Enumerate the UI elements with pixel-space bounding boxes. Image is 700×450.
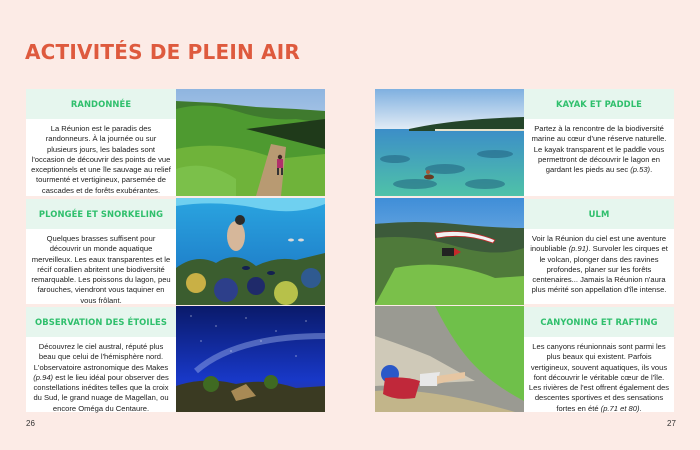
- activity-heading: CANYONING ET RAFTING: [524, 307, 674, 337]
- page-reference: (p.91): [568, 244, 589, 254]
- activity-card-randonnee: [26, 89, 176, 196]
- activity-card-etoiles: [26, 307, 176, 412]
- activity-heading: PLONGÉE ET SNORKELING: [26, 199, 176, 229]
- hiker-on-mountain-ridge-photo: [176, 89, 325, 196]
- activity-description: Quelques brasses suffisent pour découvrir un monde aquatique merveilleux. Les eaux transparentes et le récif corallien abritent une biodiversité remarquable. Les poissons du lagon, peu farouches, viendront vous taquiner en vous frôlant.: [31, 234, 171, 305]
- activity-description: La Réunion est le paradis des randonneurs. À la journée ou sur plusieurs jours, les balades sont l'occasion de découvrir des points de vue exceptionnels et une île sauvage au relief tourmenté et vertigineux, parsemée de cascades et de forêts exubérantes.: [31, 124, 171, 195]
- activity-heading: KAYAK ET PADDLE: [524, 89, 674, 119]
- milky-way-night-sky-photo: [176, 306, 325, 412]
- page-reference: (p.71 et 80): [600, 403, 640, 413]
- activity-card-ulm: [524, 199, 674, 304]
- activity-heading: ULM: [524, 199, 674, 229]
- page-title: ACTIVITÉS DE PLEIN AIR: [25, 40, 300, 64]
- kayak-on-lagoon-photo: [375, 89, 524, 196]
- activity-card-kayak: [524, 89, 674, 196]
- activity-description: Les canyons réunionnais sont parmi les plus beaux qui existent. Parfois vertigineux, souvent aquatiques, ils vous font découvrir le véritable cœur de l'île. Les rivières de l'est offrent également des descentes sportives et des sensations fortes en été (p.71 et 80).: [528, 342, 670, 413]
- page-number: 26: [26, 419, 35, 428]
- activity-card-canyoning: [524, 307, 674, 412]
- activity-heading: OBSERVATION DES ÉTOILES: [26, 307, 176, 337]
- activity-description: Partez à la rencontre de la biodiversité marine au cœur d'une réserve naturelle. Le kayak transparent et le paddle vous permettront de découvrir le lagon en gardant les pieds au sec (p.53).: [531, 124, 667, 175]
- snorkeler-over-coral-reef-photo: [176, 198, 325, 305]
- activity-card-plongee: [26, 199, 176, 304]
- ultralight-over-cirque-photo: [375, 198, 524, 305]
- page-number: 27: [667, 419, 676, 428]
- page-reference: (p.53): [630, 165, 651, 175]
- activity-heading: RANDONNÉE: [26, 89, 176, 119]
- activity-description: Découvrez le ciel austral, réputé plus beau que celui de l'hémisphère nord. L'observatoire astronomique des Makes (p.94) est le lieu idéal pour observer des constellations inédites telles que la croix du Sud, le grand nuage de Magellan, ou encore Oméga du Centaure.: [33, 342, 169, 413]
- page-reference: (p.94): [33, 372, 54, 382]
- canyoning-waterfall-photo: [375, 306, 524, 412]
- activity-description: Voir la Réunion du ciel est une aventure inoubliable (p.91). Survoler les cirques et le volcan, plonger dans des ravines profondes, planer sur les forêts centenaires... Jamais la Réunion n'aura plus mérité son appellation d'île intense.: [530, 234, 668, 295]
